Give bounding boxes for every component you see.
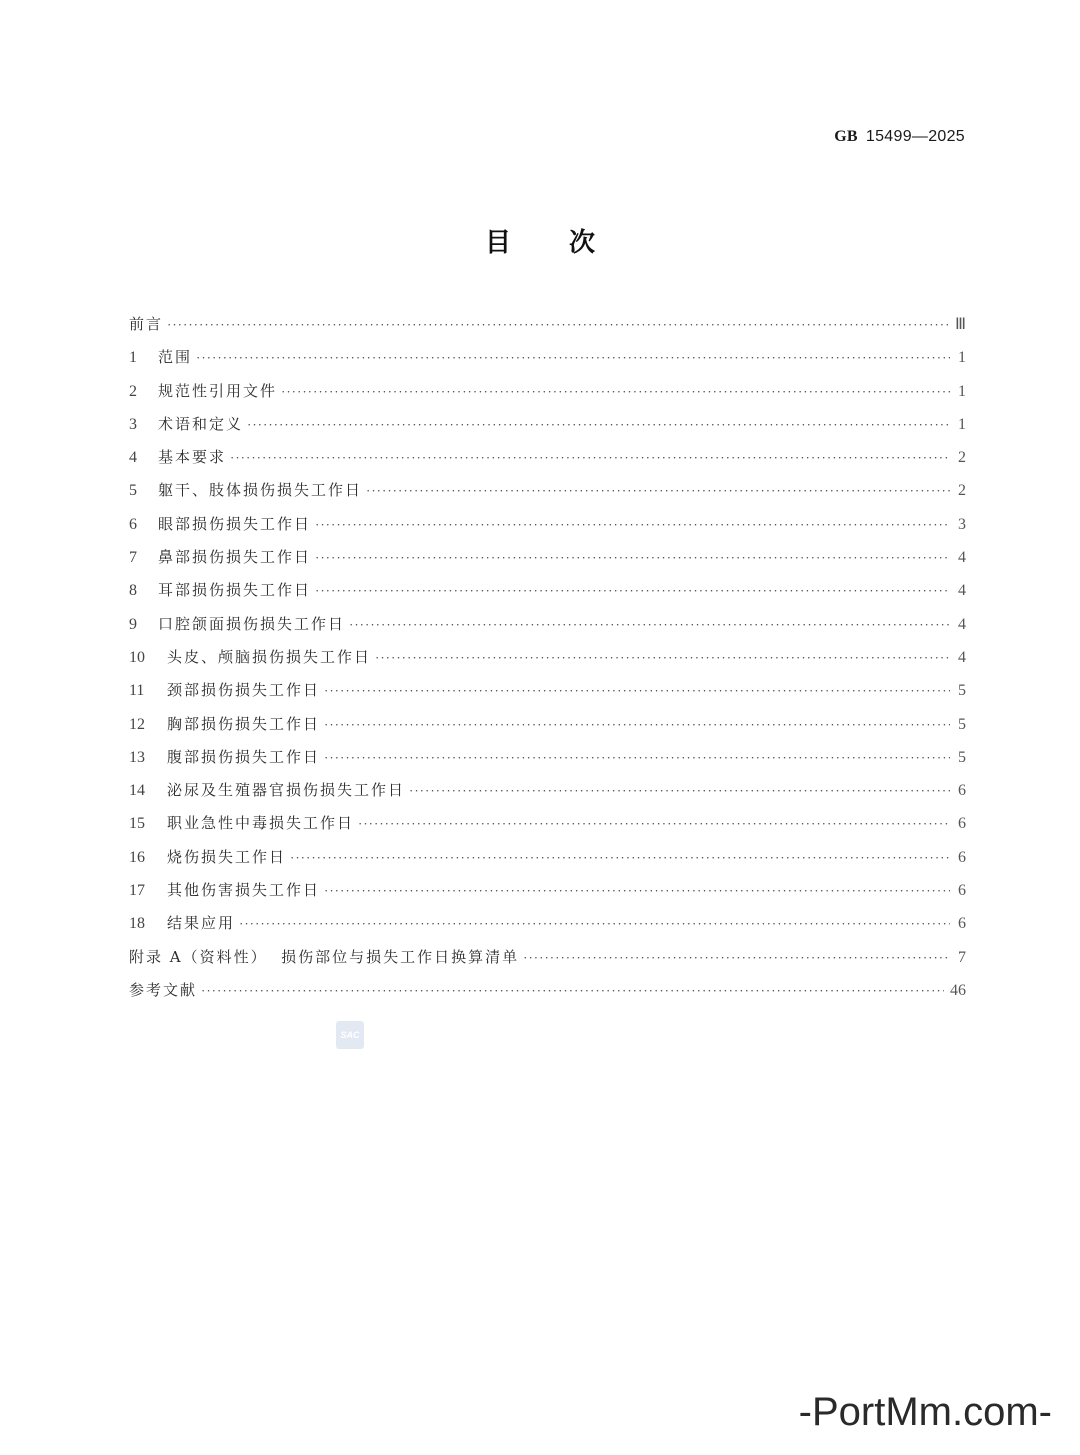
toc-section-number: 8 <box>129 582 137 600</box>
toc-dot-leader <box>375 641 950 674</box>
toc-page-number: 1 <box>958 415 966 433</box>
toc-entry-references[interactable] <box>129 974 966 1007</box>
toc-page-number: 6 <box>958 882 966 900</box>
toc-section-number: 12 <box>129 715 145 733</box>
toc-dot-leader <box>315 574 950 607</box>
toc-page-number: 46 <box>950 981 966 999</box>
toc-entry-foreword[interactable] <box>129 308 966 341</box>
toc-entry-4[interactable] <box>129 441 966 474</box>
toc-label: 术语和定义 <box>158 414 244 433</box>
toc-label: 参考文献 <box>129 980 198 999</box>
toc-section-number: 6 <box>129 515 137 533</box>
toc-label: 腹部损伤损失工作日 <box>167 747 321 766</box>
toc-section-number: 7 <box>129 549 137 567</box>
toc-page-number: 4 <box>958 549 966 567</box>
toc-entry-2[interactable] <box>129 375 966 408</box>
toc-section-number: 5 <box>129 482 137 500</box>
toc-section-number: 16 <box>129 848 145 866</box>
toc-section-number: 14 <box>129 782 145 800</box>
toc-dot-leader <box>201 974 944 1007</box>
toc-dot-leader <box>247 408 950 441</box>
toc-entry-13[interactable] <box>129 741 966 774</box>
toc-dot-leader <box>315 508 950 541</box>
toc-entry-10[interactable] <box>129 641 966 674</box>
toc-label: 结果应用 <box>167 914 236 933</box>
toc-section-number: 11 <box>129 682 145 700</box>
toc-entry-9[interactable] <box>129 608 966 641</box>
toc-entry-11[interactable] <box>129 674 966 707</box>
toc-dot-leader <box>324 708 950 741</box>
toc-entry-1[interactable] <box>129 341 966 374</box>
toc-label: 胸部损伤损失工作日 <box>167 714 321 733</box>
toc-dot-leader <box>290 841 950 874</box>
toc-section-number: 3 <box>129 415 137 433</box>
toc-page-number: Ⅲ <box>954 316 966 333</box>
toc-label: 附录 A（资料性） 损伤部位与损失工作日换算清单 <box>129 947 520 966</box>
toc-dot-leader <box>409 774 950 807</box>
toc-label: 基本要求 <box>158 448 227 467</box>
toc-dot-leader <box>349 608 950 641</box>
toc-entry-3[interactable] <box>129 408 966 441</box>
toc-dot-leader <box>523 941 950 974</box>
toc-dot-leader <box>167 308 949 341</box>
toc-section-number: 18 <box>129 915 145 933</box>
site-watermark: -PortMm.com- <box>798 1390 1052 1434</box>
toc-label: 泌尿及生殖器官损伤损失工作日 <box>167 781 406 800</box>
toc-entry-18[interactable] <box>129 907 966 940</box>
toc-page-number: 4 <box>958 648 966 666</box>
toc-section-number: 2 <box>129 382 137 400</box>
toc-label: 眼部损伤损失工作日 <box>158 514 312 533</box>
toc-entry-7[interactable] <box>129 541 966 574</box>
sac-logo-text: SAC <box>340 1030 360 1040</box>
toc-page-number: 1 <box>958 382 966 400</box>
toc-label: 耳部损伤损失工作日 <box>158 581 312 600</box>
toc-page-number: 3 <box>958 515 966 533</box>
toc-dot-leader <box>324 741 950 774</box>
toc-section-number: 17 <box>129 882 145 900</box>
title-char-2: 次 <box>569 228 596 258</box>
toc-page-number: 4 <box>958 615 966 633</box>
toc-label: 范围 <box>158 348 193 367</box>
toc-label: 职业急性中毒损失工作日 <box>167 814 355 833</box>
page-title <box>0 222 1080 259</box>
toc-page-number: 6 <box>958 915 966 933</box>
toc-page-number: 6 <box>958 782 966 800</box>
toc-entry-8[interactable] <box>129 574 966 607</box>
toc-label: 烧伤损失工作日 <box>167 847 287 866</box>
toc-page-number: 1 <box>958 349 966 367</box>
standard-code <box>834 128 965 146</box>
toc-label: 颈部损伤损失工作日 <box>167 681 321 700</box>
toc-entry-16[interactable] <box>129 841 966 874</box>
toc-dot-leader <box>239 907 950 940</box>
toc-dot-leader <box>230 441 950 474</box>
toc-entry-appendix-a[interactable] <box>129 941 966 974</box>
toc-dot-leader <box>315 541 950 574</box>
toc-entry-14[interactable] <box>129 774 966 807</box>
toc-dot-leader <box>366 474 950 507</box>
toc-page-number: 6 <box>958 815 966 833</box>
toc-label: 前言 <box>129 315 164 333</box>
toc-section-number: 9 <box>129 615 137 633</box>
gb-prefix: GB <box>834 128 858 145</box>
toc-label: 躯干、肢体损伤损失工作日 <box>158 481 363 500</box>
toc-dot-leader <box>281 375 950 408</box>
title-char-1: 目 <box>484 228 511 258</box>
toc-section-number: 10 <box>129 648 145 666</box>
toc-page-number: 5 <box>958 748 966 766</box>
toc-page-number: 5 <box>958 682 966 700</box>
toc-page-number: 6 <box>958 848 966 866</box>
sac-logo-icon <box>336 1021 364 1049</box>
toc-dot-leader <box>196 341 950 374</box>
toc-dot-leader <box>324 674 950 707</box>
toc-page-number: 2 <box>958 482 966 500</box>
toc-section-number: 13 <box>129 748 145 766</box>
standard-number: 15499—2025 <box>865 128 965 145</box>
toc-section-number: 15 <box>129 815 145 833</box>
toc-page-number: 2 <box>958 449 966 467</box>
toc-label: 鼻部损伤损失工作日 <box>158 548 312 567</box>
toc-page-number: 4 <box>958 582 966 600</box>
toc-page-number: 5 <box>958 715 966 733</box>
toc-entry-15[interactable] <box>129 807 966 840</box>
toc-dot-leader <box>324 874 950 907</box>
toc-dot-leader <box>358 807 950 840</box>
toc-label: 头皮、颅脑损伤损失工作日 <box>167 647 372 666</box>
toc-section-number: 1 <box>129 349 137 367</box>
toc-entry-6[interactable] <box>129 508 966 541</box>
toc-entry-12[interactable] <box>129 708 966 741</box>
toc-label: 其他伤害损失工作日 <box>167 881 321 900</box>
toc-page-number: 7 <box>958 948 966 966</box>
toc-entry-5[interactable] <box>129 474 966 507</box>
toc-entry-17[interactable] <box>129 874 966 907</box>
toc-section-number: 4 <box>129 449 137 467</box>
toc-label: 口腔颌面损伤损失工作日 <box>158 614 346 633</box>
table-of-contents <box>129 308 966 1007</box>
toc-label: 规范性引用文件 <box>158 381 278 400</box>
